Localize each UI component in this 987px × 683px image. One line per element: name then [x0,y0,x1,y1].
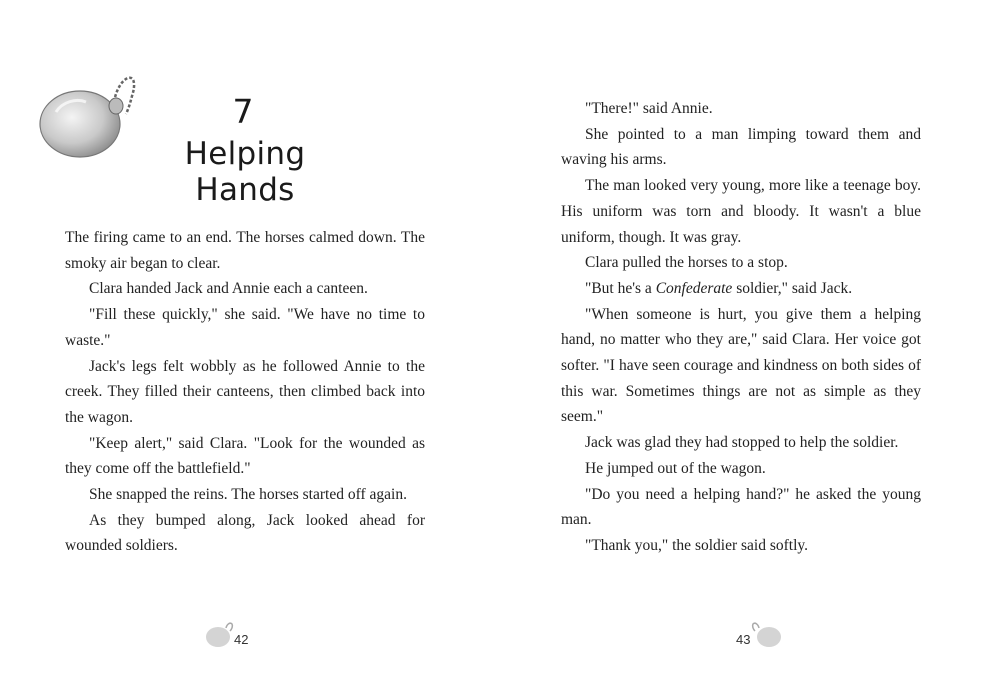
canteen-icon [751,620,783,650]
page-number: 42 [234,632,249,647]
paragraph: "When someone is hurt, you give them a helping hand, no matter who they are," said Clara. Her voice got softer. "I have seen courage and kindness on both sides of this war. Sometimes things are not as simple as they seem." [561,305,921,426]
paragraph: She pointed to a man limping toward them and waving his arms. [561,125,921,169]
chapter-number: 7 [232,92,254,131]
canteen-icon [204,620,234,650]
canteen-icon [36,72,144,162]
paragraph: She snapped the reins. The horses started off again. [89,486,407,504]
paragraph: As they bumped along, Jack looked ahead for wounded soldiers. [65,511,425,555]
right-body-text [561,96,921,559]
page-number: 43 [736,632,751,647]
italic-text: Confederate [655,279,733,297]
text-run: soldier," said Jack. [732,279,853,297]
paragraph: "Thank you," the soldier said softly. [585,536,809,554]
text-run: "But he's a [585,279,656,297]
paragraph: "Do you need a helping hand?" he asked the young man. [561,485,921,529]
paragraph [561,276,921,302]
paragraph: Clara pulled the horses to a stop. [585,254,788,272]
paragraph: Jack's legs felt wobbly as he followed Annie to the creek. They filled their canteens, then climbed back into the wagon. [65,357,425,426]
paragraph: Clara handed Jack and Annie each a canteen. [89,280,368,298]
chapter-title: Helping Hands [184,136,306,208]
paragraph: "Keep alert," said Clara. "Look for the wounded as they come off the battlefield." [65,434,425,478]
paragraph: Jack was glad they had stopped to help the soldier. [585,434,899,452]
paragraph: The man looked very young, more like a teenage boy. His uniform was torn and bloody. It wasn't a blue uniform, though. It was gray. [561,177,921,246]
paragraph: "There!" said Annie. [585,100,713,117]
left-body-text [65,225,425,559]
paragraph: The firing came to an end. The horses calmed down. The smoky air began to clear. [65,229,425,272]
paragraph: "Fill these quickly," she said. "We have no time to waste." [65,306,425,349]
paragraph: He jumped out of the wagon. [585,459,766,477]
right-page [494,0,987,683]
